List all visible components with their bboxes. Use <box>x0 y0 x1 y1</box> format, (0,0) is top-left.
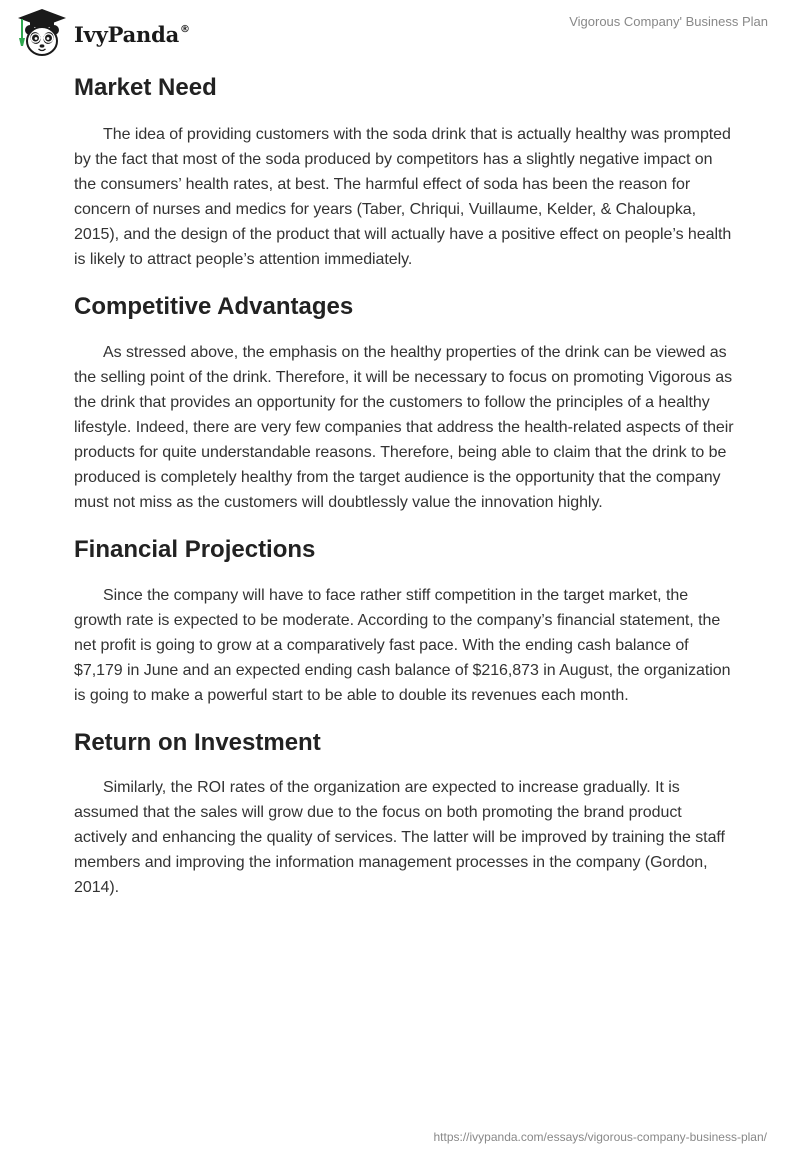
brand-registered-mark: ® <box>180 23 190 35</box>
section-heading: Market Need <box>74 74 217 101</box>
section-return-on-investment <box>74 723 734 900</box>
document-title: Vigorous Company' Business Plan <box>569 14 768 29</box>
section-heading: Financial Projections <box>74 536 316 563</box>
panda-graduate-icon <box>14 6 70 60</box>
section-heading: Competitive Advantages <box>74 293 354 320</box>
section-paragraph: The idea of providing customers with the soda drink that is actually healthy was prompted by the fact that most of the soda produced by competitors has a slightly negative impact on the consumers’ health rates, at best. The harmful effect of soda has been the reason for concern of nurses and medics for years (Taber, Chriqui, Vuillaume, Kelder, & Chaloupka, 2015), and the design of the product that will actually have a positive effect on people’s health is likely to attract people’s attention immediately. <box>74 126 732 268</box>
brand-name: IvyPanda® <box>74 21 190 47</box>
section-heading: Return on Investment <box>74 729 321 756</box>
article-body <box>74 68 734 900</box>
brand-logo[interactable] <box>14 6 190 60</box>
page-header <box>0 0 800 64</box>
section-financial-projections <box>74 530 734 708</box>
section-competitive-advantages <box>74 287 734 515</box>
section-market-need <box>74 68 734 272</box>
section-paragraph: As stressed above, the emphasis on the healthy properties of the drink can be viewed as the selling point of the drink. Therefore, it will be necessary to focus on promoting Vigorous as the drink that provides an opportunity for the customers to follow the principles of a healthy lifestyle. Indeed, there are very few companies that address the health-related aspects of their products for quite understandable reasons. Therefore, being able to claim that the drink to be produced is completely healthy from the target audience is the opportunity that the company must not miss as the customers will doubtlessly value the innovation highly. <box>74 344 734 511</box>
section-paragraph: Since the company will have to face rather stiff competition in the target market, the growth rate is expected to be moderate. According to the company’s financial statement, the net profit is going to grow at a comparatively fast pace. With the ending cash balance of $7,179 in June and an expected ending cash balance of $216,873 in August, the organization is going to make a powerful start to be able to double its revenues each month. <box>74 587 731 704</box>
section-paragraph: Similarly, the ROI rates of the organization are expected to increase gradually. It is assumed that the sales will grow due to the focus on both promoting the brand product actively and enhancing the quality of services. The latter will be improved by training the staff members and improving the information management processes in the company (Gordon, 2014). <box>74 779 725 896</box>
footer-source-url[interactable]: https://ivypanda.com/essays/vigorous-company-business-plan/ <box>433 1130 767 1144</box>
